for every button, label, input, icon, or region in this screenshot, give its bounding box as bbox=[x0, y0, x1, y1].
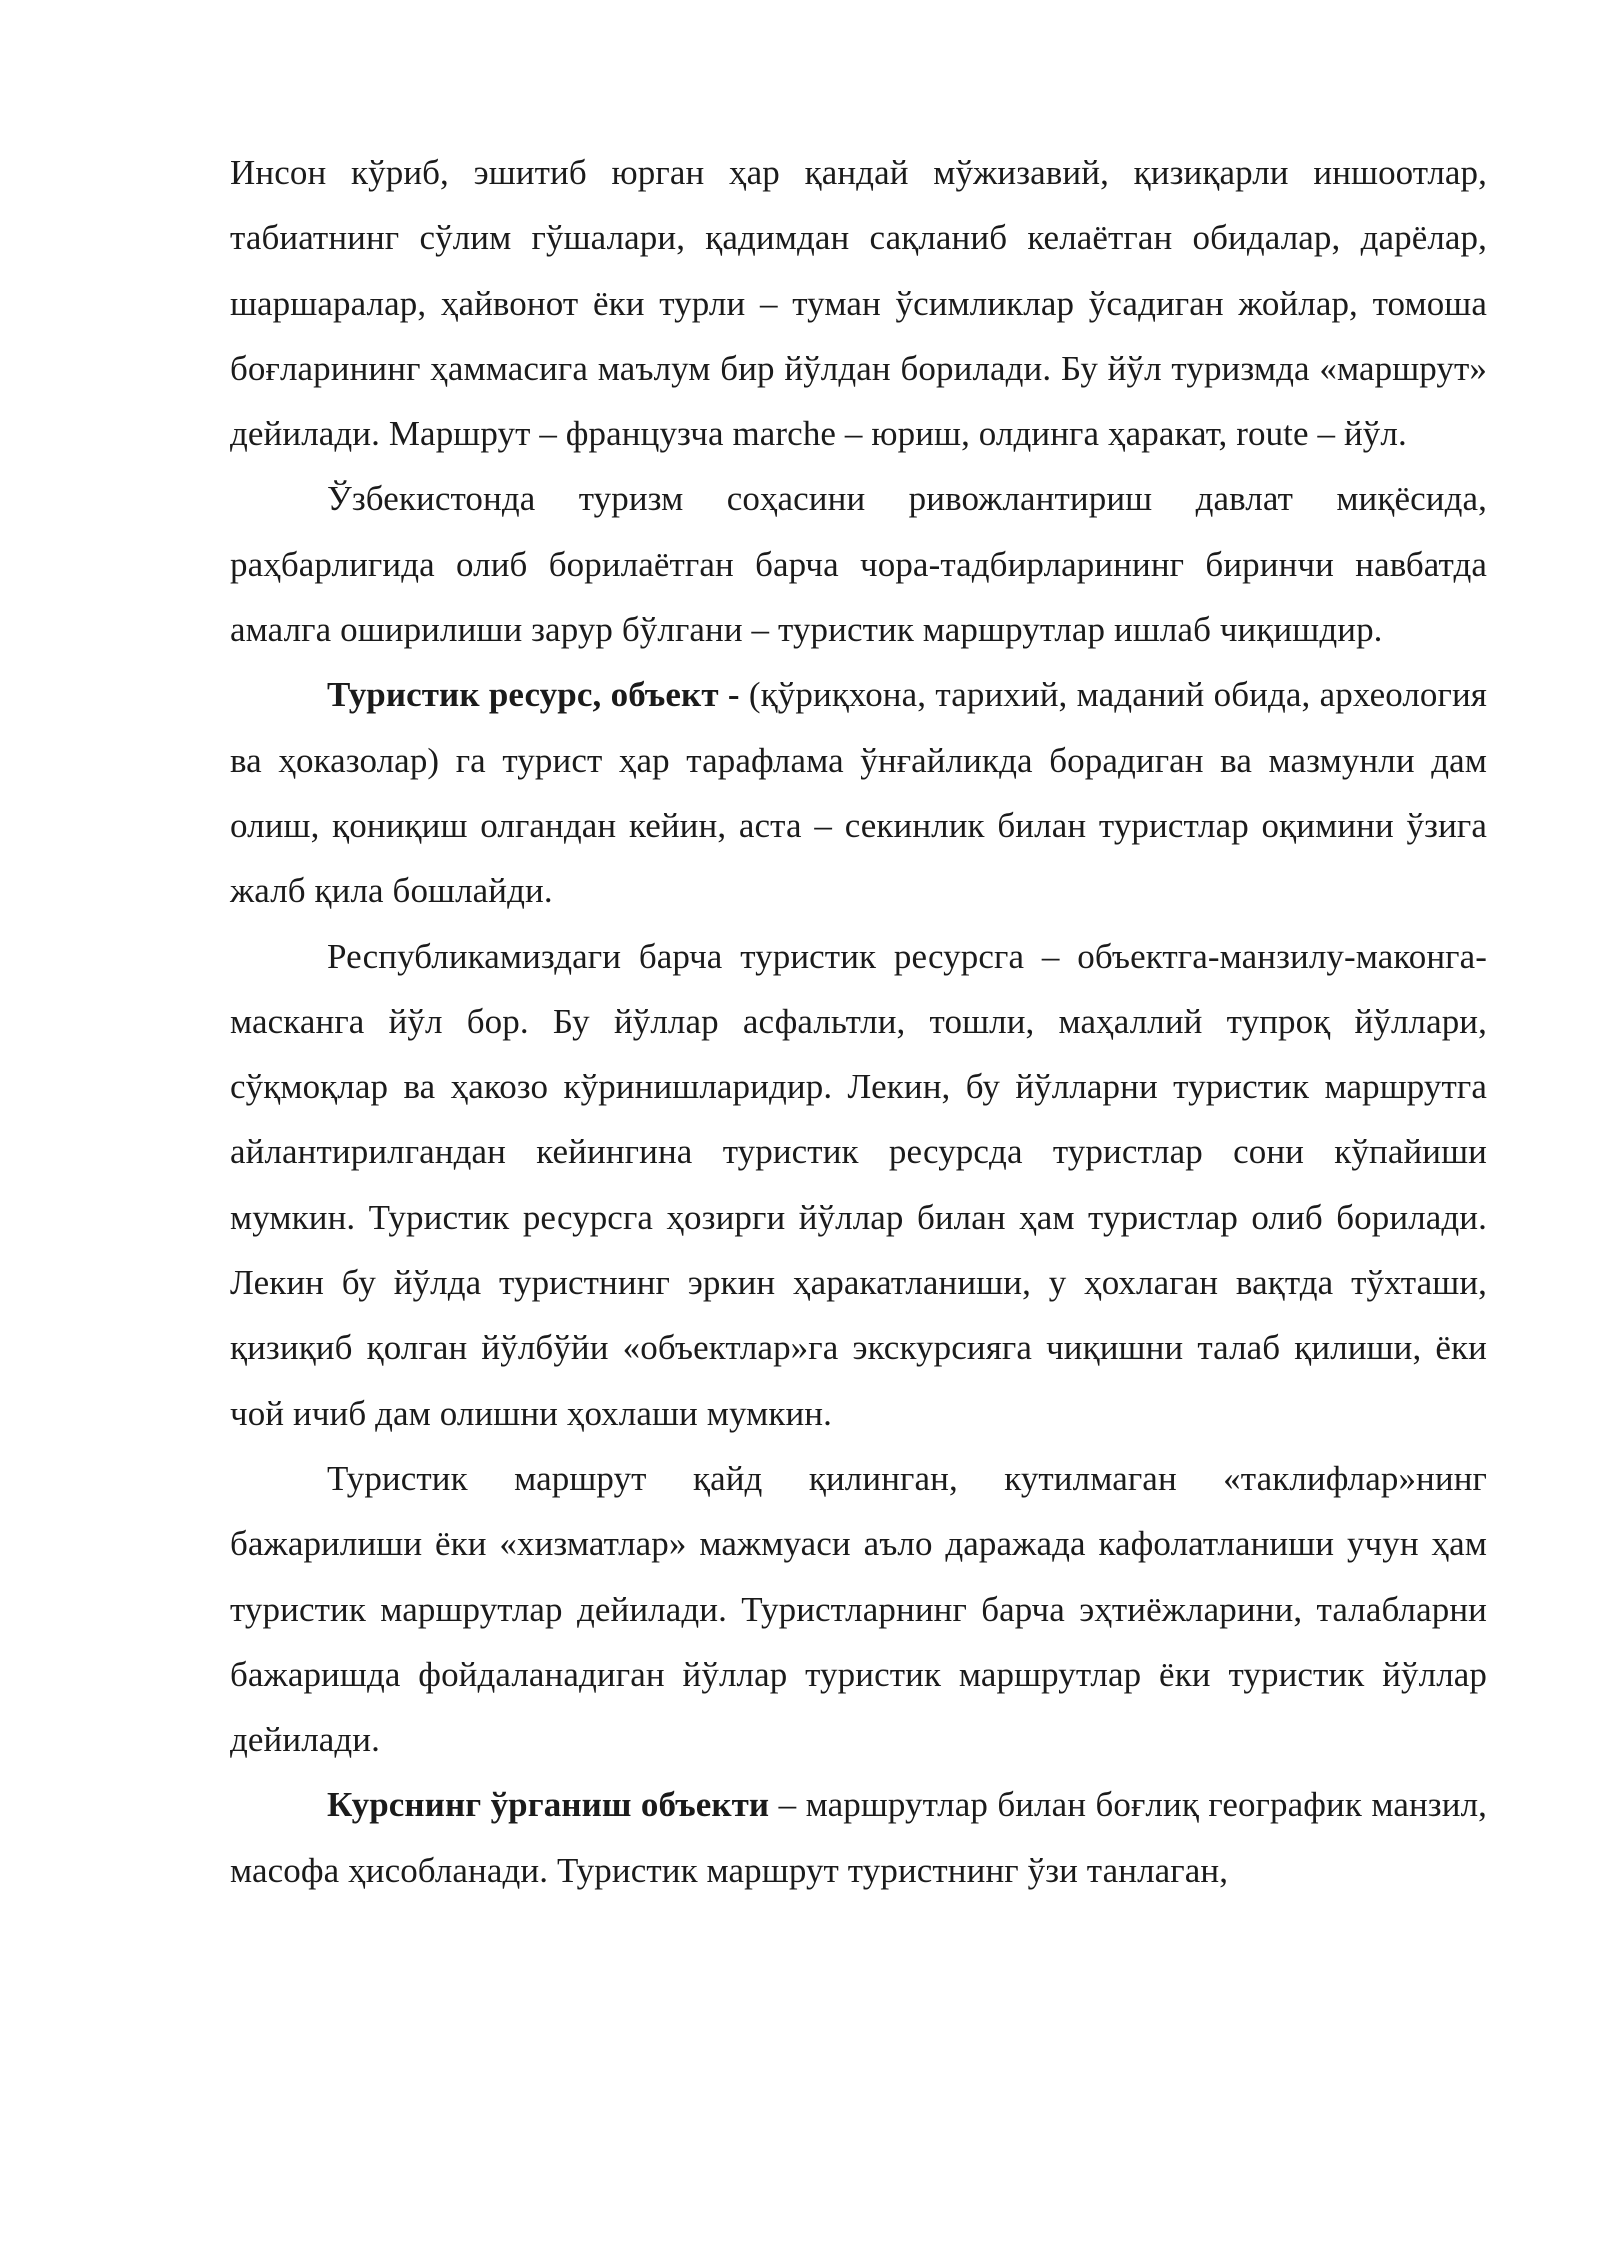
paragraph-4 bbox=[230, 924, 1487, 1446]
paragraph-2-text: Ўзбекистонда туризм соҳасини ривожлантириш давлат миқёсида, раҳбарлигида олиб борилаётган барча чора-тадбирларининг биринчи навбатда амалга оширилиши зарур бўлгани – туристик маршрутлар ишлаб чиқишдир. bbox=[230, 479, 1487, 650]
paragraph-1-text: Инсон кўриб, эшитиб юрган ҳар қандай мўжизавий, қизиқарли иншоотлар, табиатнинг сўлим гўшалари, қадимдан сақланиб келаётган обидалар, дарёлар, шаршаралар, ҳайвонот ёки турли – туман ўсимликлар ўсадиган жойлар, томоша боғларининг ҳаммасига маълум бир йўлдан борилади. Бу йўл туризмда «маршрут» дейилади. Маршрут – французча marche – юриш, олдинга ҳаракат, route – йўл. bbox=[230, 153, 1487, 454]
paragraph-3-term: Туристик ресурс, объект - bbox=[327, 675, 740, 715]
paragraph-6-term: Курснинг ўрганиш объекти bbox=[327, 1785, 770, 1825]
paragraph-6 bbox=[230, 1772, 1487, 1903]
paragraph-4-text: Республикамиздаги барча туристик ресурсга – объектга-манзилу-маконга-масканга йўл бор. Бу йўллар асфальтли, тошли, маҳаллий тупроқ йўллари, сўқмоқлар ва ҳакозо кўринишларидир. Лекин, бу йўлларни туристик маршрутга айлантирилгандан кейингина туристик ресурсда туристлар сони кўпайиши мумкин. Туристик ресурсга ҳозирги йўллар билан ҳам туристлар олиб борилади. Лекин бу йўлда туристнинг эркин ҳаракатланиши, у ҳохлаган вақтда тўхташи, қизиқиб қолган йўлбўйи «объектлар»га экскурсияга чиқишни талаб қилиши, ёки чой ичиб дам олишни ҳохлаши мумкин. bbox=[230, 936, 1487, 1433]
paragraph-2 bbox=[230, 466, 1487, 662]
paragraph-5 bbox=[230, 1446, 1487, 1772]
paragraph-3 bbox=[230, 662, 1487, 923]
paragraph-3-text: (қўриқхона, тарихий, маданий обида, археология ва ҳоказолар) га турист ҳар тарафлама ўнғайликда борадиган ва мазмунли дам олиш, қониқиш олгандан кейин, аста – секинлик билан туристлар оқимини ўзига жалб қила бошлайди. bbox=[230, 675, 1487, 911]
document-body bbox=[230, 140, 1487, 1903]
paragraph-5-text: Туристик маршрут қайд қилинган, кутилмаган «таклифлар»нинг бажарилиши ёки «хизматлар» мажмуаси аъло даражада кафолатланиши учун ҳам туристик маршрутлар дейилади. Туристларнинг барча эҳтиёжларини, талабларни бажаришда фойдаланадиган йўллар туристик маршрутлар ёки туристик йўллар дейилади. bbox=[230, 1458, 1487, 1760]
paragraph-6-text: – маршрутлар билан боғлиқ географик манзил, масофа ҳисобланади. Туристик маршрут туристнинг ўзи танлаган, bbox=[230, 1785, 1487, 1890]
paragraph-1 bbox=[230, 140, 1487, 466]
